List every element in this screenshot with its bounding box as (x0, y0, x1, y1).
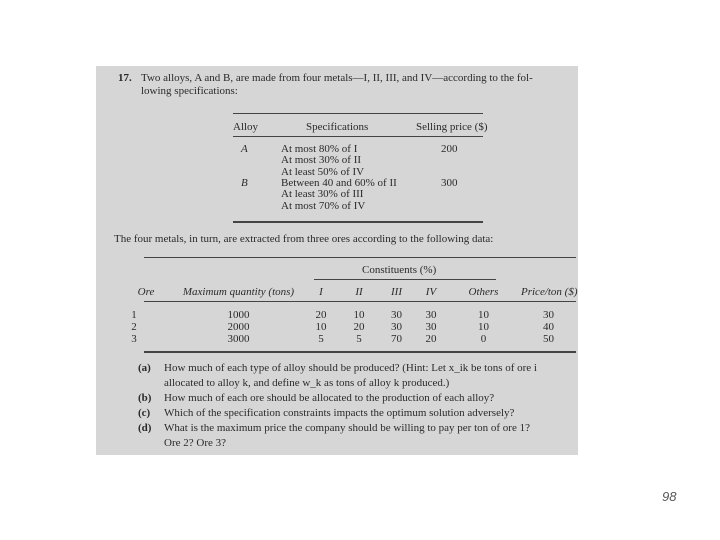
constituents-header: Constituents (%) (362, 264, 437, 276)
question-label: (b) (138, 392, 152, 404)
ore-cell: 40 (543, 321, 554, 333)
ore-cell: 20 (353, 321, 365, 333)
table-rule (314, 279, 496, 280)
ore-cell: 1 (131, 309, 137, 321)
question-text: Which of the specification constraints impacts the optimum solution adversely? (164, 407, 515, 419)
alloy-price: 300 (441, 177, 458, 189)
table-rule (233, 136, 483, 137)
scanned-textbook-page (96, 66, 578, 455)
ore-cell: 70 (391, 333, 402, 345)
ore-cell: 3 (131, 333, 137, 345)
ore-column-header: Price/ton ($) (521, 286, 578, 298)
question-text: What is the maximum price the company should be willing to pay per ton of ore 1? (164, 422, 530, 434)
ore-cell: 10 (478, 321, 489, 333)
ore-cell: 0 (480, 333, 487, 345)
price-header: Selling price ($) (416, 121, 488, 133)
ore-column-header: I (319, 286, 323, 298)
question-text: How much of each ore should be allocated to the production of each alloy? (164, 392, 495, 404)
table-rule (144, 301, 576, 302)
problem-intro-line2: lowing specifications: (141, 85, 238, 97)
alloy-spec: At most 30% of II (281, 154, 362, 167)
ore-cell: 10 (478, 309, 489, 321)
page-number: 98 (662, 489, 677, 504)
table-rule (233, 221, 483, 223)
ore-cell: 5 (356, 333, 362, 345)
alloy-spec: At least 50% of IV (281, 165, 365, 178)
alloy-spec: Between 40 and 60% of II (281, 177, 397, 189)
ore-column-header: Others (468, 286, 499, 298)
question-text: allocated to alloy k, and define w_k as tons of alloy k produced.) (164, 377, 450, 389)
problem-intro-line1: Two alloys, A and B, are made from four metals—I, II, III, and IV—according to the fol- (141, 72, 533, 84)
table-rule (144, 351, 576, 353)
ore-cell: 2000 (227, 321, 250, 333)
table-rule (144, 257, 576, 258)
ore-cell: 20 (425, 333, 437, 345)
alloy-spec: At most 80% of I (281, 143, 358, 155)
ore-column-header: IV (425, 286, 437, 298)
specs-header: Specifications (306, 121, 369, 133)
ore-cell: 3000 (227, 333, 250, 345)
ore-cell: 10 (353, 309, 365, 321)
ore-column-header: III (391, 286, 402, 298)
ore-column-header: II (355, 286, 363, 298)
alloy-price: 200 (441, 143, 458, 155)
question-label: (d) (138, 422, 152, 434)
ore-column-header: Maximum quantity (tons) (182, 286, 295, 298)
ore-cell: 30 (391, 309, 402, 321)
ore-cell: 30 (425, 309, 437, 321)
alloy-spec: At most 70% of IV (281, 199, 366, 212)
alloy-header: Alloy (233, 121, 259, 133)
ore-cell: 1000 (227, 309, 250, 321)
ore-cell: 30 (425, 321, 437, 333)
ore-intro: The four metals, in turn, are extracted from three ores according to the following data: (114, 233, 494, 245)
question-label: (c) (138, 407, 151, 419)
ore-cell: 50 (543, 333, 554, 345)
alloy-name: B (241, 177, 248, 189)
question-label: (a) (138, 362, 151, 374)
ore-cell: 2 (131, 321, 137, 333)
ore-column-header: Ore (137, 286, 155, 298)
ore-cell: 30 (543, 309, 554, 321)
ore-cell: 20 (315, 309, 327, 321)
ore-cell: 5 (318, 333, 324, 345)
alloy-spec: At least 30% of III (281, 188, 364, 201)
question-text: Ore 2? Ore 3? (164, 437, 226, 449)
question-text: How much of each type of alloy should be produced? (Hint: Let x_ik be tons of ore i (164, 362, 537, 374)
ore-cell: 30 (391, 321, 402, 333)
ore-cell: 10 (315, 321, 327, 333)
table-rule (233, 113, 483, 114)
problem-number: 17. (118, 72, 132, 84)
alloy-name: A (241, 143, 248, 155)
